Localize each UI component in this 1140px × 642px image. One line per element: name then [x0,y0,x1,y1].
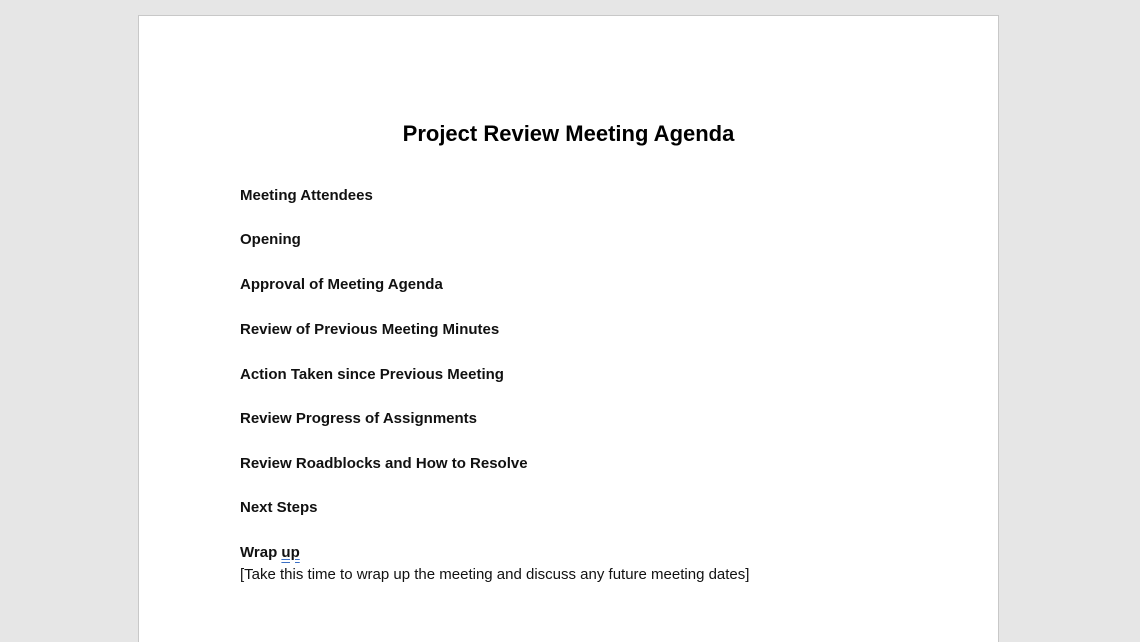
agenda-item-attendees: Meeting Attendees [240,187,373,204]
agenda-item-action-taken: Action Taken since Previous Meeting [240,366,504,383]
wrap-up-word: Wrap [240,544,282,561]
agenda-item-next-steps: Next Steps [240,499,318,516]
agenda-item-roadblocks: Review Roadblocks and How to Resolve [240,455,528,472]
agenda-item-opening: Opening [240,231,301,248]
spellcheck-flagged-word[interactable]: up [281,544,300,561]
agenda-item-review-progress: Review Progress of Assignments [240,410,478,427]
document-title: Project Review Meeting Agenda [402,121,735,146]
agenda-item-approval: Approval of Meeting Agenda [240,276,443,293]
agenda-item-wrap-up [240,543,300,563]
wrap-up-note: [Take this time to wrap up the meeting and discuss any future meeting dates] [240,566,750,583]
agenda-item-review-minutes: Review of Previous Meeting Minutes [240,321,500,338]
document-page[interactable] [138,15,999,642]
